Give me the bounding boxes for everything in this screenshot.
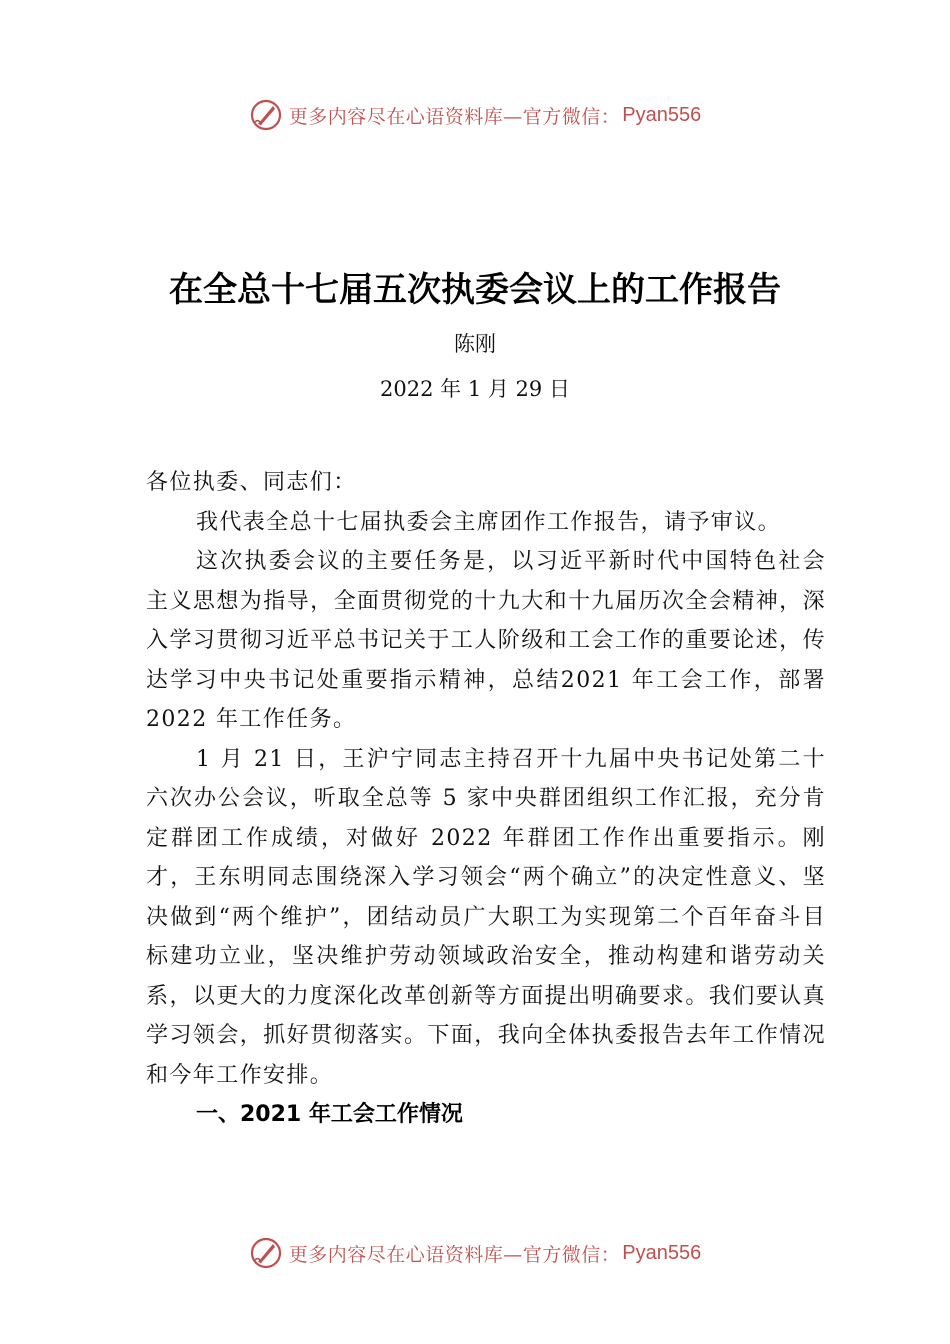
watermark-text: 更多内容尽在心语资料库—官方微信： [288,1243,621,1266]
paragraph-3: 1 月 21 日，王沪宁同志主持召开十九届中央书记处第二十六次办公会议，听取全总等 5 家中央群团组织工作汇报，充分肯定群团工作成绩，对做好 2022 年群团工作作出重要指示。刚才，王东明同志围绕深入学习领会“两个确立”的决定性意义、坚决做到“两个维护”，团结动员广大职工为实现第二个百年奋斗目标建功立业，坚决维护劳动领域政治安全，推动构建和谐劳动关系，以更大的力度深化改革创新等方面提出明确要求。我们要认真学习领会，抓好贯彻落实。下面，我向全体执委报告去年工作情况和今年工作安排。 [146,746,826,1088]
document-date: 2022 年 1 月 29 日 [380,377,570,401]
watermark-wechat-id: Pyan556 [622,1241,702,1264]
document-title: 在全总十七届五次执委会议上的工作报告 [169,270,781,310]
watermark-header [0,95,950,135]
document-author: 陈刚 [454,332,496,356]
section-heading: 一、2021 年工会工作情况 [196,1102,463,1127]
salutation: 各位执委、同志们： [146,470,357,495]
paragraph-2: 这次执委会议的主要任务是，以习近平新时代中国特色社会主义思想为指导，全面贯彻党的十九大和十九届历次全会精神，深入学习贯彻习近平总书记关于工人阶级和工会工作的重要论述，传达学习中央书记处重要指示精神，总结2021 年工会工作，部署 2022 年工作任务。 [146,549,826,732]
paragraph-1: 我代表全总十七届执委会主席团作工作报告，请予审议。 [196,509,782,535]
quill-logo-icon [249,98,283,132]
watermark-text: 更多内容尽在心语资料库—官方微信： [288,105,621,128]
watermark-wechat-id: Pyan556 [622,103,702,126]
watermark-footer [0,1233,950,1273]
document-body [146,463,826,1135]
quill-logo-icon [249,1236,283,1270]
